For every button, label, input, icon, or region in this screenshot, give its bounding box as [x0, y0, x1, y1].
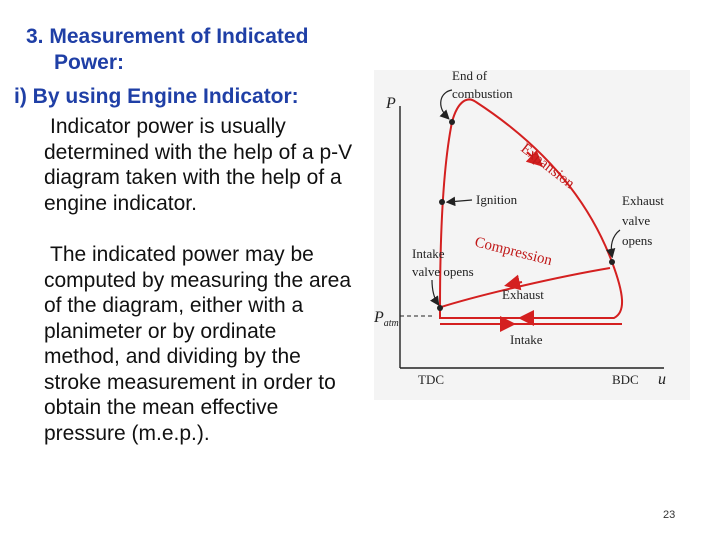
patm-label: $P_{atm}$	[374, 309, 399, 329]
subheading: i) By using Engine Indicator:	[14, 85, 299, 108]
v-axis-label: u	[658, 371, 666, 388]
exhaust-valve-label-3: opens	[622, 233, 653, 248]
heading-line-1: 3. Measurement of Indicated	[26, 25, 309, 48]
intake-valve-label-1: Intake	[412, 246, 445, 261]
pv-diagram-svg	[372, 62, 692, 402]
expansion-label: Expansion	[517, 140, 578, 193]
tdc-label: TDC	[418, 372, 444, 387]
exhaust-valve-point	[609, 259, 615, 265]
intake-valve-point	[437, 305, 443, 311]
heading-line-2: Power:	[54, 51, 125, 74]
end-combustion-point	[449, 119, 455, 125]
ignition-label: Ignition	[476, 192, 518, 207]
exhaust-valve-label-2: valve	[622, 213, 651, 228]
p-axis-label: P	[386, 95, 396, 112]
page-number: 23	[663, 509, 676, 521]
exhaust-label: Exhaust	[502, 287, 544, 302]
pv-diagram	[372, 62, 692, 402]
slide-heading	[26, 24, 366, 76]
end-combustion-label-2: combustion	[452, 86, 513, 101]
end-combustion-label-1: End of	[452, 68, 488, 83]
compression-label: Compression	[473, 234, 554, 270]
text-column	[26, 24, 366, 76]
paragraph-indicated-power: The indicated power may be computed by measuring the area of the diagram, either with a planimeter or by ordinate method, and dividing by the stroke measurement in order to obtain the mean effective pressure (m.e.p.).	[44, 243, 352, 445]
bdc-label: BDC	[612, 372, 639, 387]
paragraph-indicator-power: Indicator power is usually determined with the help of a p-V diagram taken with the help of a engine indicator.	[44, 115, 353, 215]
intake-label: Intake	[510, 332, 543, 347]
ignition-point	[439, 199, 445, 205]
exhaust-valve-label-1: Exhaust	[622, 193, 664, 208]
intake-valve-label-2: valve opens	[412, 264, 474, 279]
